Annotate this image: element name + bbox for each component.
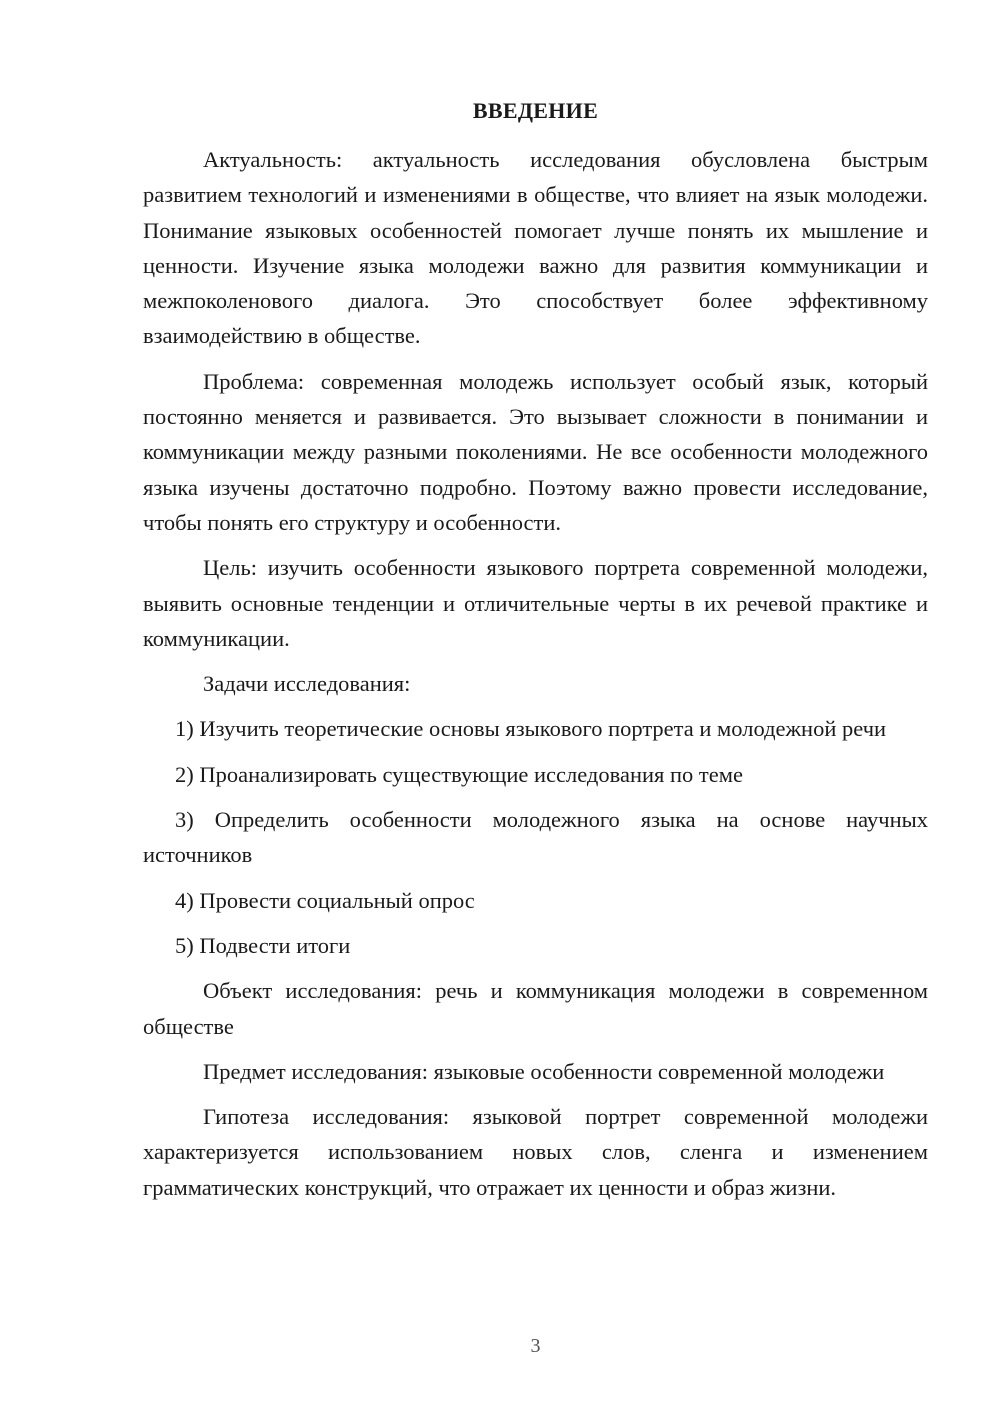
section-heading: ВВЕДЕНИЕ — [472, 98, 599, 123]
subject-paragraph: Предмет исследования: языковые особенности современной молодежи — [203, 1058, 885, 1084]
tasks-intro: Задачи исследования: — [203, 671, 411, 697]
goal-paragraph: Цель: изучить особенности языкового портрета современной молодежи, выявить основные тенденции и отличительные черты в их речевой практике и коммуникации. — [143, 555, 928, 651]
relevance-paragraph: Актуальность: актуальность исследования обусловлена быстрым развитием технологий и изменениями в обществе, что влияет на язык молодежи. Понимание языковых особенностей помогает лучше понять их мышление и ценности. Изучение языка молодежи важно для развития коммуникации и межпоколенового диалога. Это способствует более эффективному взаимодействию в обществе. — [143, 147, 928, 349]
task-item: 2) Проанализировать существующие исследования по теме — [175, 761, 743, 787]
task-item: 3) Определить особенности молодежного языка на основе научных источников — [143, 807, 928, 868]
page-number: 3 — [530, 1335, 541, 1357]
hypothesis-paragraph: Гипотеза исследования: языковой портрет современной молодежи характеризуется использованием новых слов, сленга и изменением грамматических конструкций, что отражает их ценности и образ жизни. — [143, 1104, 928, 1200]
task-item: 5) Подвести итоги — [175, 932, 351, 958]
task-list — [143, 711, 928, 963]
task-item: 1) Изучить теоретические основы языкового портрета и молодежной речи — [175, 716, 887, 742]
task-item: 4) Провести социальный опрос — [175, 887, 475, 913]
body-text — [143, 142, 928, 1215]
object-paragraph: Объект исследования: речь и коммуникация молодежи в современном обществе — [143, 978, 928, 1039]
problem-paragraph: Проблема: современная молодежь использует особый язык, который постоянно меняется и развивается. Это вызывает сложности в понимании и коммуникации между разными поколениями. Не все особенности молодежного языка изучены достаточно подробно. Поэтому важно провести исследование, чтобы понять его структуру и особенности. — [143, 368, 928, 535]
